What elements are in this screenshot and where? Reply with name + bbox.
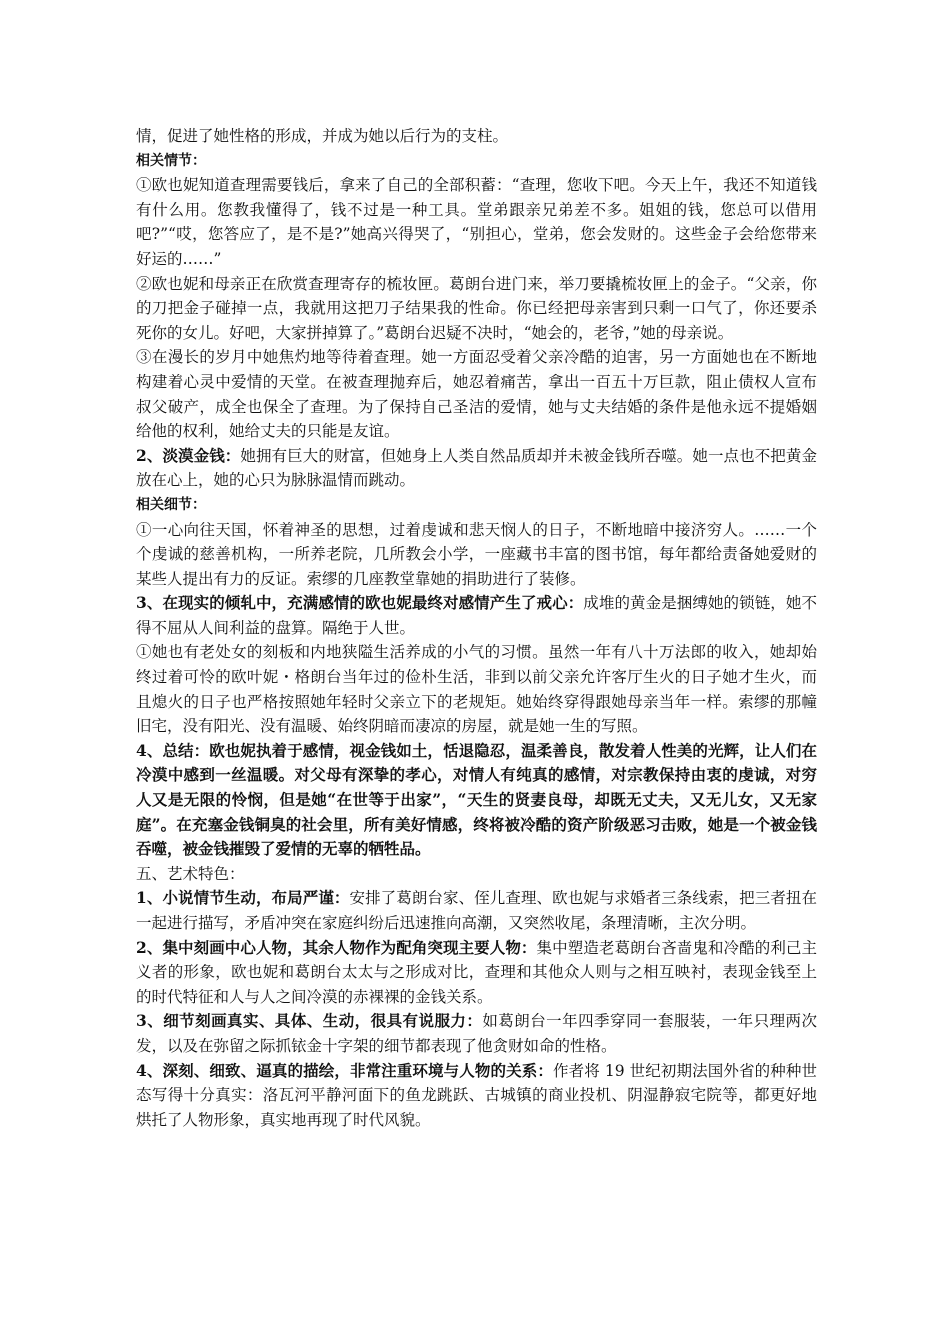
- art-3-text: 如葛朗台一年四季穿同一套服装，一年只理两次发，以及在弥留之际抓铱金十字架的细节都表现了他贪财如命的性格。: [136, 1012, 817, 1055]
- paragraph-art-4: [136, 1059, 817, 1133]
- paragraph-plot-1: ①欧也妮知道查理需要钱后，拿来了自己的全部积蓄：“查理，您收下吧。今天上午，我还不知道钱有什么用。您教我懂得了，钱不过是一种工具。堂弟跟亲兄弟差不多。姐姐的钱，您总可以借用吧?”“哎，您答应了，是不是?”她高兴得哭了，“别担心，堂弟，您会发财的。这些金子会给您带来好运的……”: [136, 176, 817, 268]
- point-3-heading: 3、在现实的倾轧中，充满感情的欧也妮最终对感情产生了戒心：: [136, 593, 584, 613]
- paragraph-art-1: [136, 886, 817, 935]
- art-2-heading: 2、集中刻画中心人物，其余人物作为配角突现主要人物：: [136, 937, 537, 957]
- paragraph-plot-3: ③在漫长的岁月中她焦灼地等待着查理。她一方面忍受着父亲冷酷的迫害，另一方面她也在不断地构建着心灵中爱情的天堂。在被查理抛弃后，她忍着痛苦，拿出一百五十万巨款，阻止债权人宣布叔父破产，成全也保全了查理。为了保持自己圣洁的爱情，她与丈夫结婚的条件是他永远不提婚姻给他的权利，她给丈夫的只能是友谊。: [136, 348, 817, 441]
- paragraph-point-2: [136, 444, 817, 493]
- art-1-heading: 1、小说情节生动，布局严谨：: [136, 888, 350, 908]
- document-page: [136, 124, 817, 1132]
- paragraph-art-2: [136, 936, 817, 1010]
- paragraph-point-3: [136, 591, 817, 640]
- art-4-text: 作者将 19 世纪初期法国外省的种种世态写得十分真实：洛瓦河平静河面下的鱼龙跳跃、古城镇的商业投机、阴湿静寂宅院等，都更好地烘托了人物形象，真实地再现了时代风貌。: [136, 1061, 817, 1129]
- point-2-heading: 2、淡漠金钱：: [136, 445, 241, 465]
- art-2-text: 集中塑造老葛朗台吝啬鬼和冷酷的利己主义者的形象，欧也妮和葛朗台太太与之形成对比，查理和其他众人则与之相互映衬，表现金钱至上的时代特征和人与人之间冷漠的赤裸裸的金钱关系。: [136, 938, 817, 1006]
- art-1-text: 安排了葛朗台家、侄儿查理、欧也妮与求婚者三条线索，把三者扭在一起进行描写，矛盾冲突在家庭纠纷后迅速推向高潮，又突然收尾，条理清晰，主次分明。: [136, 889, 817, 932]
- art-3-heading: 3、细节刻画真实、具体、生动，很具有说服力：: [136, 1011, 483, 1031]
- heading-related-plots: 相关情节：: [136, 152, 206, 169]
- paragraph-continuation: 情，促进了她性格的形成，并成为她以后行为的支柱。: [136, 127, 509, 145]
- paragraph-summary: 4、总结：欧也妮执着于感情，视金钱如土，恬退隐忍，温柔善良，散发着人性美的光辉，让人们在冷漠中感到一丝温暖。对父母有深挚的孝心，对情人有纯真的感情，对宗教保持由衷的虔诚，对穷人又是无限的怜悯，但是她“在世等于出家”，“天生的贤妻良母，却既无丈夫，又无儿女，又无家庭”。在充塞金钱铜臭的社会里，所有美好情感，终将被冷酷的资产阶级恶习击败，她是一个被金钱吞噬，被金钱摧毁了爱情的无辜的牺牲品。: [136, 740, 817, 859]
- paragraph-art-3: [136, 1009, 817, 1058]
- paragraph-habit: ①她也有老处女的刻板和内地狭隘生活养成的小气的习惯。虽然一年有八十万法郎的收入，她却始终过着可怜的欧叶妮・格朗台当年过的俭朴生活，非到以前父亲允许客厅生火的日子她才生火，而且熄火的日子也严格按照她年轻时父亲立下的老规矩。她始终穿得跟她母亲当年一样。索缪的那幢旧宅，没有阳光、没有温暖、始终阴暗而凄凉的房屋，就是她一生的写照。: [136, 643, 817, 736]
- heading-art-features: 五、艺术特色：: [136, 864, 245, 883]
- point-3-text: 成堆的黄金是捆缚她的锁链，她不得不屈从人间利益的盘算。隔绝于人世。: [136, 594, 817, 637]
- paragraph-detail-1: ①一心向往天国，怀着神圣的思想，过着虔诚和悲天悯人的日子，不断地暗中接济穷人。……一个个虔诚的慈善机构，一所养老院，几所教会小学，一座藏书丰富的图书馆，每年都给责备她爱财的某些人提出有力的反证。索缪的几座教堂靠她的捐助进行了装修。: [136, 520, 817, 588]
- art-4-heading: 4、深刻、细致、逼真的描绘，非常注重环境与人物的关系：: [136, 1060, 553, 1080]
- point-2-text: 她拥有巨大的财富，但她身上人类自然品质却并未被金钱所吞噬。她一点也不把黄金放在心上，她的心只为脉脉温情而跳动。: [136, 446, 817, 490]
- heading-related-details: 相关细节：: [136, 496, 206, 513]
- paragraph-plot-2: ②欧也妮和母亲正在欣赏查理寄存的梳妆匣。葛朗台进门来，举刀要撬梳妆匣上的金子。“父亲，你的刀把金子碰掉一点，我就用这把刀子结果我的性命。你已经把母亲害到只剩一口气了，你还要杀死你的女儿。好吧，大家拼掉算了。”葛朗台迟疑不决时，“她会的，老爷，”她的母亲说。: [136, 274, 817, 342]
